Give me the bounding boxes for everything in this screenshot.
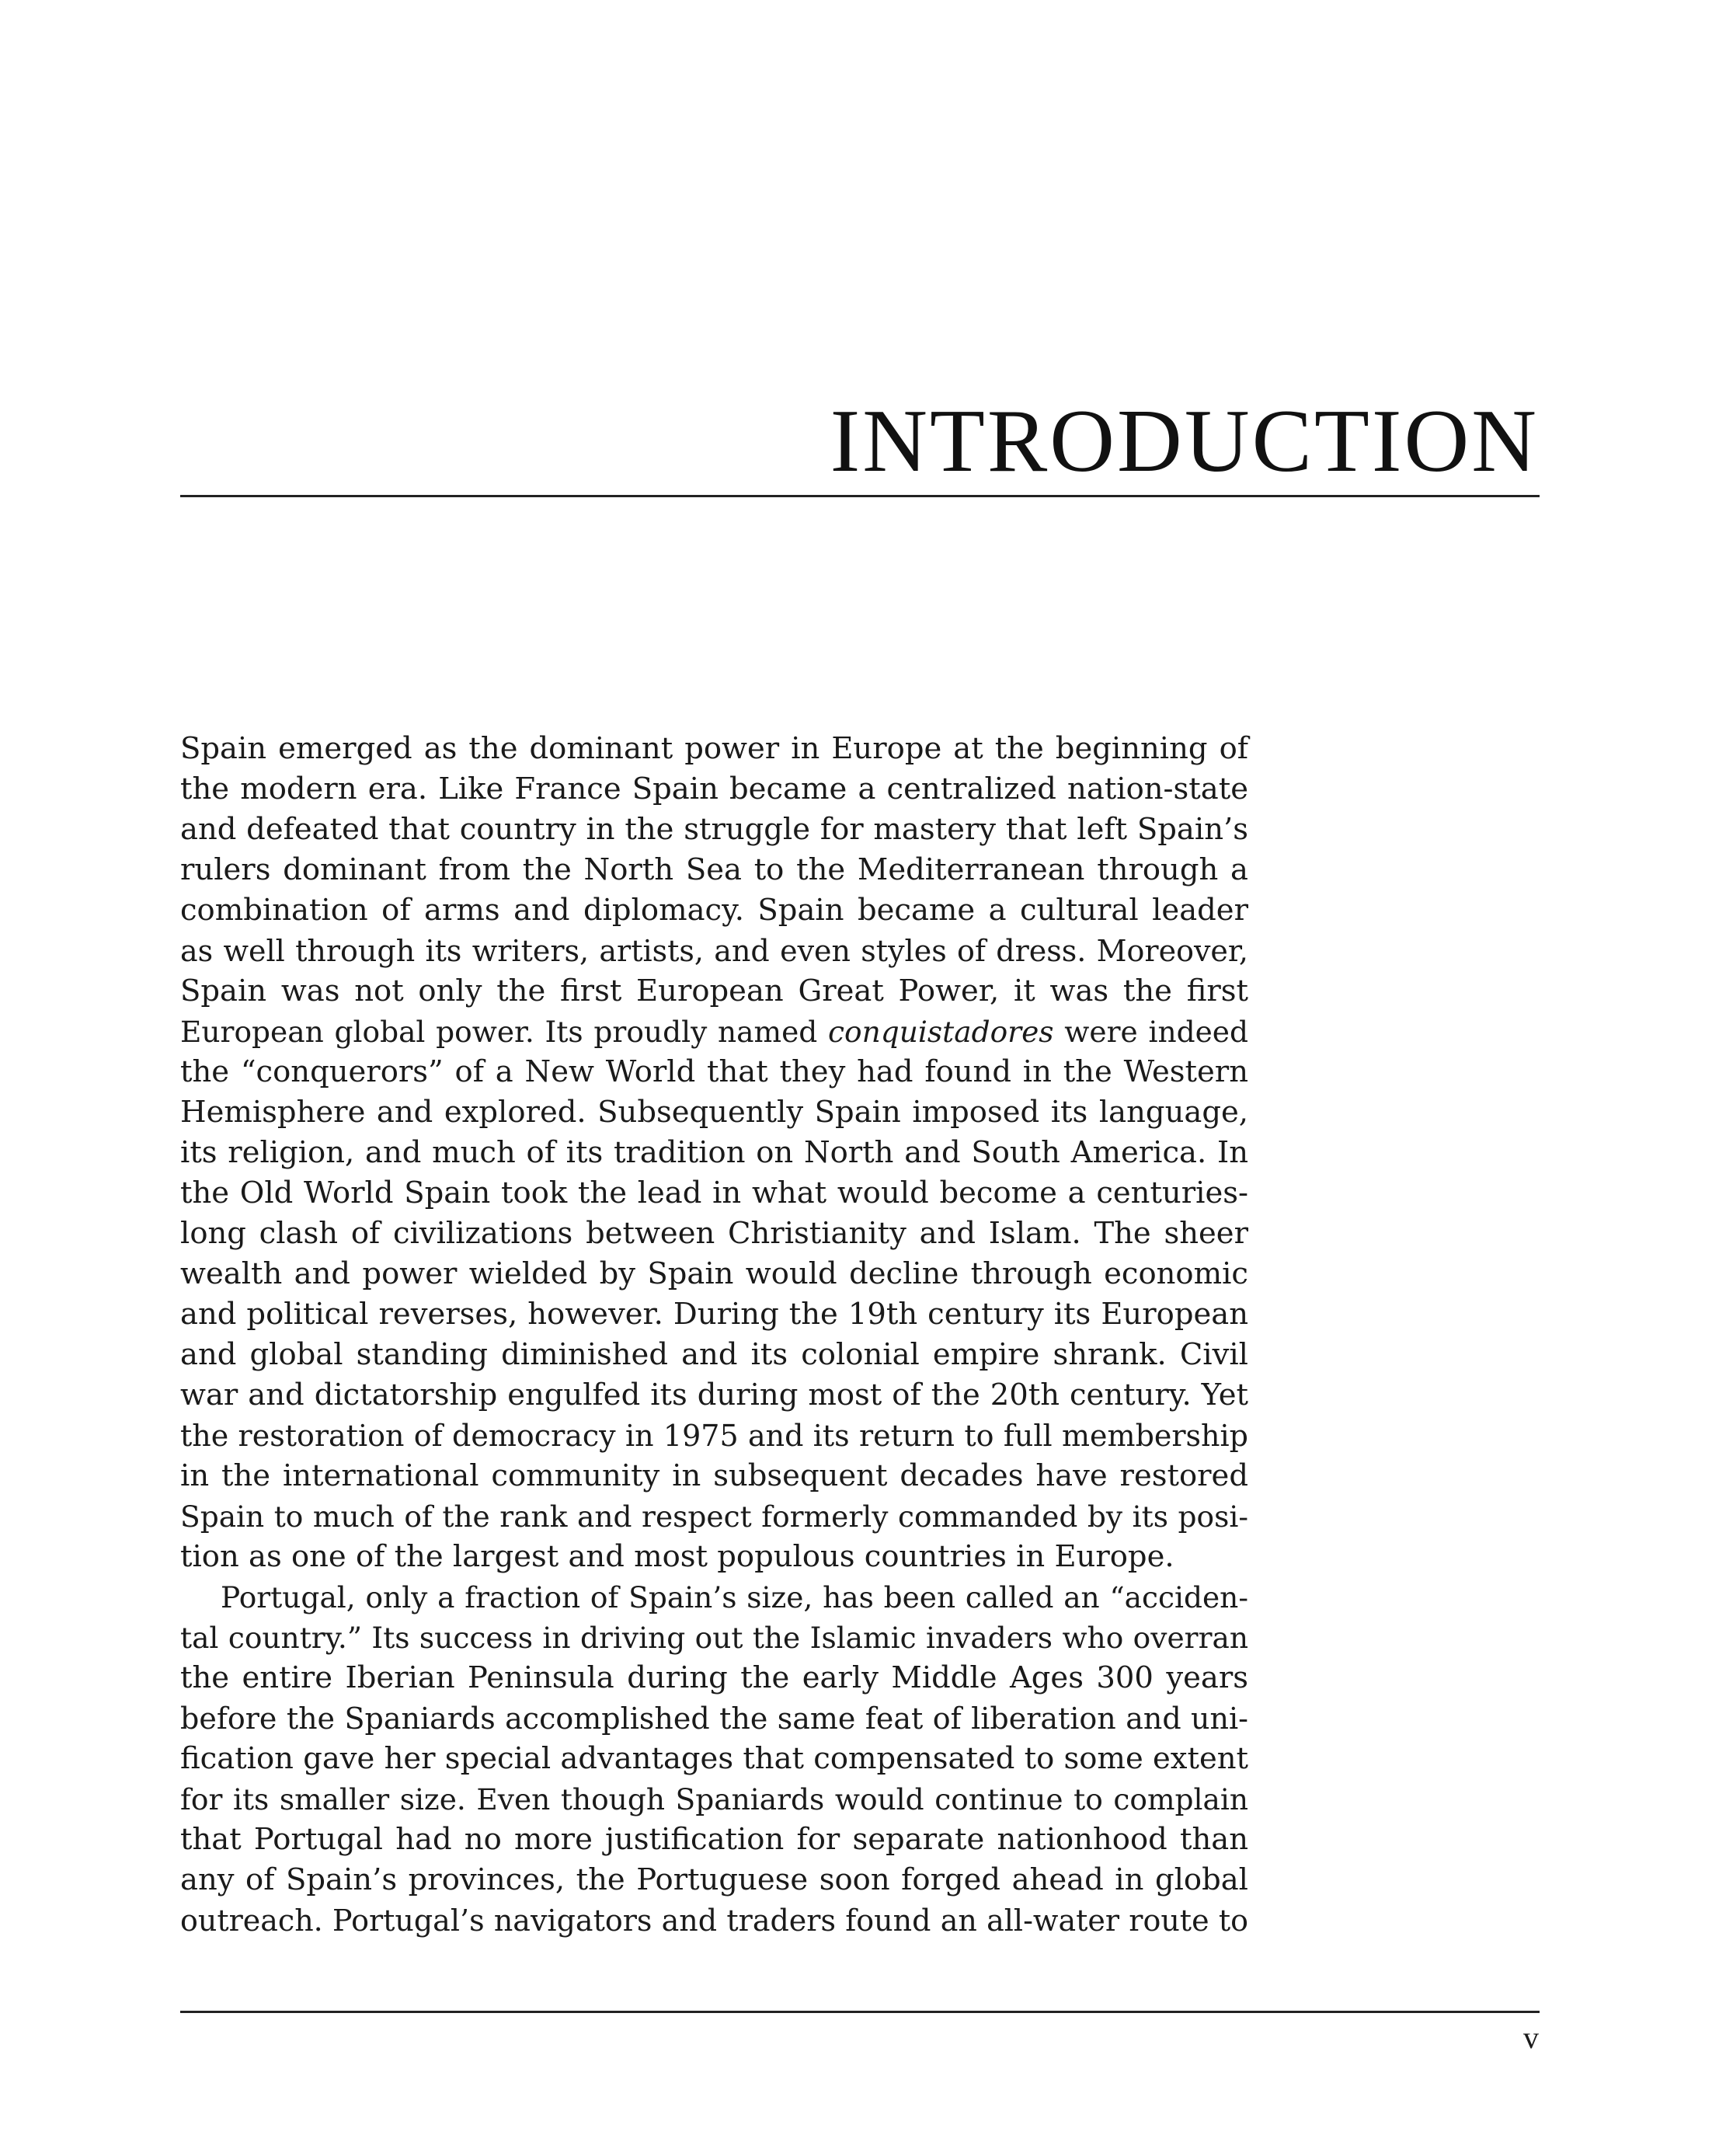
body-line: for its smaller size. Even though Spaniards would continue to complain	[180, 1782, 1248, 1816]
body-line: the entire Iberian Peninsula during the early Middle Ages 300 years	[180, 1660, 1248, 1695]
body-line: combination of arms and diplomacy. Spain became a cultural leader	[180, 893, 1248, 928]
text-run: European global power. Its proudly named	[180, 1015, 829, 1049]
body-line: that Portugal had no more justification for separate nationhood than	[180, 1822, 1248, 1857]
body-line: Spain was not only the first European Great Power, it was the first	[180, 974, 1248, 1008]
body-line: Portugal, only a fraction of Spain’s size, has been called an “acciden-	[221, 1580, 1248, 1614]
body-line: fication gave her special advantages that compensated to some extent	[180, 1741, 1248, 1776]
body-line: the modern era. Like France Spain became a centralized nation-state	[180, 771, 1248, 806]
title-rule	[180, 495, 1540, 497]
body-line: wealth and power wielded by Spain would decline through economic	[180, 1256, 1248, 1291]
body-line: tion as one of the largest and most populous countries in Europe.	[180, 1539, 1174, 1574]
chapter-title: INTRODUCTION	[830, 392, 1539, 491]
body-line: any of Spain’s provinces, the Portuguese soon forged ahead in global	[180, 1862, 1248, 1897]
body-line: and global standing diminished and its colonial empire shrank. Civil	[180, 1337, 1248, 1372]
body-line: and political reverses, however. During the 19th century its European	[180, 1297, 1248, 1332]
footer-rule	[180, 2011, 1540, 2013]
body-line: in the international community in subsequent decades have restored	[180, 1458, 1248, 1493]
body-line: the “conquerors” of a New World that they had found in the Western	[180, 1054, 1248, 1089]
body-line: the restoration of democracy in 1975 and its return to full membership	[180, 1419, 1248, 1453]
body-line: outreach. Portugal’s navigators and traders found an all-water route to	[180, 1903, 1248, 1938]
body-text	[180, 729, 1248, 1941]
body-line: as well through its writers, artists, and even styles of dress. Moreover,	[180, 934, 1248, 968]
body-line: its religion, and much of its tradition on North and South America. In	[180, 1135, 1248, 1170]
body-line: Hemisphere and explored. Subsequently Spain imposed its language,	[180, 1095, 1248, 1130]
body-line: war and dictatorship engulfed its during most of the 20th century. Yet	[180, 1378, 1248, 1412]
italic-term: conquistadores	[828, 1015, 1054, 1049]
body-line: Spain emerged as the dominant power in Europe at the beginning of	[180, 731, 1248, 766]
text-run: were indeed	[1053, 1015, 1248, 1049]
body-line-with-italic	[180, 1012, 1248, 1052]
body-line: Spain to much of the rank and respect formerly commanded by its posi-	[180, 1499, 1248, 1534]
body-line: rulers dominant from the North Sea to the Mediterranean through a	[180, 852, 1248, 887]
body-line: the Old World Spain took the lead in what would become a centuries-	[180, 1176, 1248, 1210]
body-line: tal country.” Its success in driving out the Islamic invaders who overran	[180, 1621, 1248, 1655]
body-line: and defeated that country in the struggle for mastery that left Spain’s	[180, 812, 1248, 847]
body-line: before the Spaniards accomplished the same feat of liberation and uni-	[180, 1701, 1248, 1736]
body-line: long clash of civilizations between Christianity and Islam. The sheer	[180, 1216, 1248, 1251]
page-number: v	[1523, 2020, 1539, 2055]
